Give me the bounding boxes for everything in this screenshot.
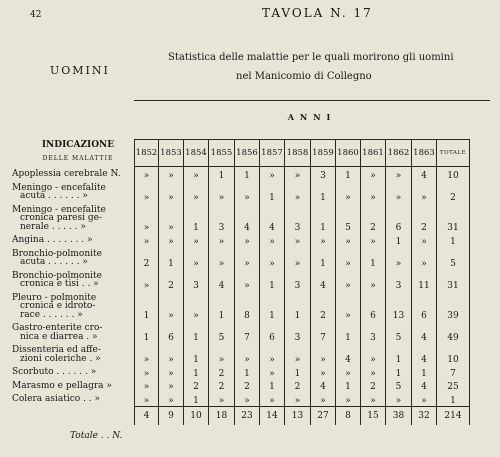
year-column-header: 1853	[159, 140, 184, 167]
table-row	[135, 291, 470, 322]
count-cell: 7	[235, 321, 260, 343]
count-cell: 6	[386, 203, 412, 234]
count-cell: 1	[184, 321, 209, 343]
count-cell: 1	[135, 291, 159, 322]
count-cell: »	[184, 233, 209, 247]
year-column-header: 1857	[260, 140, 285, 167]
row-total-cell: 1	[437, 392, 470, 406]
count-cell: 2	[184, 379, 209, 393]
count-cell: »	[260, 365, 285, 379]
count-cell: »	[159, 291, 184, 322]
count-cell: 13	[386, 291, 412, 322]
count-cell: »	[184, 167, 209, 181]
year-total-cell: 9	[159, 406, 184, 425]
table-row	[135, 365, 470, 379]
count-cell: 5	[386, 379, 412, 393]
count-cell: »	[235, 233, 260, 247]
year-total-cell: 38	[386, 406, 412, 425]
row-total-cell: 31	[437, 269, 470, 291]
count-cell: »	[209, 343, 235, 365]
disease-label-line: Angina . . . . . . . »	[12, 235, 93, 245]
count-cell: »	[361, 181, 386, 203]
count-cell: »	[412, 247, 437, 269]
count-cell: 4	[412, 379, 437, 393]
year-column-header: 1862	[386, 140, 412, 167]
year-total-cell: 15	[361, 406, 386, 425]
count-cell: 1	[311, 181, 336, 203]
count-cell: 1	[260, 269, 285, 291]
count-cell: »	[412, 233, 437, 247]
count-cell: 1	[361, 247, 386, 269]
count-cell: »	[361, 167, 386, 181]
count-cell: 4	[209, 269, 235, 291]
disease-label	[12, 170, 134, 179]
count-cell: »	[361, 392, 386, 406]
count-cell: 3	[311, 167, 336, 181]
count-cell: »	[135, 269, 159, 291]
disease-label-line: Meningo - encefalite	[12, 182, 106, 193]
count-cell: 2	[209, 379, 235, 393]
count-cell: 4	[336, 343, 361, 365]
count-cell: »	[336, 365, 361, 379]
count-cell: »	[336, 291, 361, 322]
table-row	[135, 321, 470, 343]
year-column-header: 1854	[184, 140, 209, 167]
count-cell: »	[135, 365, 159, 379]
disease-label	[12, 250, 134, 267]
table-row	[135, 379, 470, 393]
count-cell: 1	[386, 233, 412, 247]
count-cell: »	[184, 247, 209, 269]
disease-label-line: Bronchio-polmonite	[12, 248, 102, 259]
table-row	[135, 269, 470, 291]
disease-label-line: Gastro-enterite cro-	[12, 323, 103, 333]
disease-label	[12, 272, 134, 289]
disease-label	[12, 368, 134, 377]
year-column-header: 1863	[412, 140, 437, 167]
count-cell: »	[336, 269, 361, 291]
row-total-cell: 2	[437, 181, 470, 203]
count-cell: 1	[184, 365, 209, 379]
count-cell: »	[159, 181, 184, 203]
count-cell: »	[412, 181, 437, 203]
row-total-cell: 49	[437, 321, 470, 343]
count-cell: »	[159, 167, 184, 181]
count-cell: »	[235, 247, 260, 269]
count-cell: »	[386, 247, 412, 269]
year-total-cell: 4	[135, 406, 159, 425]
table-row	[135, 343, 470, 365]
count-cell: 3	[285, 321, 311, 343]
disease-label-line: Meningo - encefalite	[12, 204, 106, 215]
count-cell: »	[285, 247, 311, 269]
count-cell: »	[159, 343, 184, 365]
row-total-cell: 31	[437, 203, 470, 234]
count-cell: »	[135, 343, 159, 365]
count-cell: »	[311, 392, 336, 406]
grand-total-cell: 214	[437, 406, 470, 425]
count-cell: 2	[209, 365, 235, 379]
count-cell: 2	[361, 203, 386, 234]
count-cell: »	[260, 247, 285, 269]
count-cell: 1	[260, 379, 285, 393]
disease-label-line: race . . . . . . »	[20, 309, 83, 320]
count-cell: »	[336, 392, 361, 406]
count-cell: »	[159, 365, 184, 379]
count-cell: 4	[412, 167, 437, 181]
count-cell: 1	[285, 365, 311, 379]
count-cell: »	[135, 379, 159, 393]
count-cell: »	[159, 203, 184, 234]
count-cell: 1	[209, 291, 235, 322]
year-total-cell: 10	[184, 406, 209, 425]
count-cell: 1	[184, 392, 209, 406]
table-row	[135, 392, 470, 406]
count-cell: »	[135, 203, 159, 234]
disease-label-line: Bronchio-polmonite	[12, 270, 102, 281]
count-cell: 3	[285, 269, 311, 291]
disease-label-line: Pleuro - polmonite	[12, 292, 97, 303]
count-cell: 8	[235, 291, 260, 322]
totals-label: Totale . . N.	[70, 431, 123, 441]
count-cell: 2	[159, 269, 184, 291]
year-header-row	[135, 140, 470, 167]
table-top-rule	[134, 100, 490, 101]
table-row	[135, 233, 470, 247]
count-cell: 2	[361, 379, 386, 393]
disease-label	[12, 346, 134, 363]
count-cell: »	[311, 343, 336, 365]
count-cell: »	[159, 233, 184, 247]
table-row	[135, 247, 470, 269]
count-cell: »	[135, 392, 159, 406]
disease-label-line: Dissenteria ed affe-	[12, 345, 101, 355]
count-cell: »	[386, 167, 412, 181]
count-cell: 1	[412, 365, 437, 379]
disease-label-line: Apoplessia cerebrale N.	[12, 169, 121, 179]
count-cell: »	[235, 343, 260, 365]
indication-heading: INDICAZIONE	[41, 140, 115, 150]
count-cell: 1	[311, 247, 336, 269]
table-title-line1: Statistica delle malattie per le quali morirono gli uomini	[168, 52, 454, 63]
count-cell: »	[209, 181, 235, 203]
count-cell: 6	[159, 321, 184, 343]
count-cell: »	[184, 181, 209, 203]
page-number: 42	[30, 10, 42, 20]
count-cell: »	[260, 167, 285, 181]
count-cell: »	[135, 181, 159, 203]
count-cell: 7	[311, 321, 336, 343]
year-column-header: 1859	[311, 140, 336, 167]
count-cell: 1	[386, 343, 412, 365]
count-cell: 3	[209, 203, 235, 234]
disease-label-line: Colera asiatico . . »	[12, 394, 101, 404]
year-column-header: 1861	[361, 140, 386, 167]
row-total-cell: 10	[437, 343, 470, 365]
count-cell: 3	[184, 269, 209, 291]
count-cell: 1	[260, 291, 285, 322]
count-cell: »	[184, 291, 209, 322]
count-cell: »	[311, 365, 336, 379]
count-cell: »	[285, 343, 311, 365]
year-total-cell: 8	[336, 406, 361, 425]
disease-label	[12, 184, 134, 201]
count-cell: 1	[235, 365, 260, 379]
disease-label	[12, 395, 134, 404]
row-total-cell: 7	[437, 365, 470, 379]
year-column-header: 1858	[285, 140, 311, 167]
disease-label-line: cronica e idroto-	[20, 301, 96, 311]
total-column-header: TOTALE	[437, 140, 470, 167]
mortality-table	[134, 139, 470, 425]
count-cell: 4	[311, 269, 336, 291]
count-cell: 5	[336, 203, 361, 234]
disease-label-line: acuta . . . . . . »	[20, 191, 88, 201]
year-total-cell: 13	[285, 406, 311, 425]
year-column-header: 1856	[235, 140, 260, 167]
count-cell: »	[361, 343, 386, 365]
years-heading: ANNI	[287, 112, 337, 122]
count-cell: 2	[311, 291, 336, 322]
disease-label	[12, 294, 134, 320]
count-cell: 1	[184, 343, 209, 365]
disease-label-line: cronica paresi ge-	[20, 213, 102, 223]
year-column-header: 1860	[336, 140, 361, 167]
count-cell: 3	[386, 269, 412, 291]
count-cell: »	[260, 392, 285, 406]
count-cell: »	[361, 269, 386, 291]
plate-title: TAVOLA N. 17	[262, 6, 373, 20]
year-total-cell: 32	[412, 406, 437, 425]
count-cell: 1	[135, 321, 159, 343]
count-cell: »	[336, 181, 361, 203]
count-cell: »	[159, 392, 184, 406]
count-cell: »	[285, 392, 311, 406]
sex-heading: UOMINI	[50, 64, 110, 77]
count-cell: »	[135, 167, 159, 181]
disease-label-line: Scorbuto . . . . . . »	[12, 367, 97, 377]
count-cell: 1	[209, 167, 235, 181]
count-cell: 4	[260, 203, 285, 234]
row-total-cell: 25	[437, 379, 470, 393]
count-cell: 1	[311, 203, 336, 234]
count-cell: 3	[361, 321, 386, 343]
count-cell: »	[386, 392, 412, 406]
count-cell: 6	[260, 321, 285, 343]
disease-label	[12, 324, 134, 341]
year-total-cell: 18	[209, 406, 235, 425]
count-cell: »	[412, 392, 437, 406]
count-cell: »	[209, 233, 235, 247]
count-cell: 1	[159, 247, 184, 269]
count-cell: »	[235, 181, 260, 203]
table-row	[135, 203, 470, 234]
count-cell: »	[260, 233, 285, 247]
count-cell: 2	[235, 379, 260, 393]
table-row	[135, 181, 470, 203]
disease-label-line: cronica e tisi . . »	[20, 279, 99, 289]
count-cell: 11	[412, 269, 437, 291]
count-cell: 2	[285, 379, 311, 393]
count-cell: 1	[285, 291, 311, 322]
count-cell: »	[285, 233, 311, 247]
count-cell: 2	[412, 203, 437, 234]
count-cell: »	[209, 247, 235, 269]
count-cell: »	[235, 392, 260, 406]
row-total-cell: 5	[437, 247, 470, 269]
year-column-header: 1855	[209, 140, 235, 167]
count-cell: 5	[209, 321, 235, 343]
count-cell: 1	[336, 167, 361, 181]
disease-label	[12, 236, 134, 245]
count-cell: 4	[412, 343, 437, 365]
count-cell: 4	[311, 379, 336, 393]
table-row	[135, 167, 470, 181]
disease-label-line: zioni coleriche . »	[20, 353, 101, 364]
row-total-cell: 39	[437, 291, 470, 322]
indication-subheading: DELLE MALATTIE	[42, 155, 114, 162]
count-cell: »	[336, 247, 361, 269]
year-total-cell: 14	[260, 406, 285, 425]
count-cell: »	[336, 233, 361, 247]
disease-label-line: nerale . . . . . »	[20, 221, 86, 232]
count-cell: 1	[386, 365, 412, 379]
count-cell: »	[235, 269, 260, 291]
count-cell: 1	[260, 181, 285, 203]
row-total-cell: 10	[437, 167, 470, 181]
count-cell: »	[159, 379, 184, 393]
disease-label-line: nica e diarrea . »	[20, 331, 98, 342]
count-cell: 3	[285, 203, 311, 234]
count-cell: 2	[135, 247, 159, 269]
count-cell: 5	[386, 321, 412, 343]
count-cell: 6	[412, 291, 437, 322]
count-cell: »	[135, 233, 159, 247]
year-column-header: 1852	[135, 140, 159, 167]
disease-label	[12, 382, 134, 391]
count-cell: 6	[361, 291, 386, 322]
disease-label-line: Marasmo e pellagra »	[12, 380, 112, 391]
table-title-line2: nel Manicomio di Collegno	[236, 71, 372, 82]
count-cell: 4	[235, 203, 260, 234]
count-cell: 1	[336, 321, 361, 343]
count-cell: »	[311, 233, 336, 247]
count-cell: »	[361, 365, 386, 379]
count-cell: 1	[184, 203, 209, 234]
count-cell: »	[260, 343, 285, 365]
count-cell: »	[209, 392, 235, 406]
count-cell: »	[285, 167, 311, 181]
row-total-cell: 1	[437, 233, 470, 247]
count-cell: »	[285, 181, 311, 203]
year-total-cell: 23	[235, 406, 260, 425]
disease-label	[12, 206, 134, 232]
count-cell: 1	[336, 379, 361, 393]
count-cell: 4	[412, 321, 437, 343]
disease-label-line: acuta . . . . . . »	[20, 257, 88, 267]
count-cell: »	[386, 181, 412, 203]
count-cell: »	[361, 233, 386, 247]
count-cell: 1	[235, 167, 260, 181]
totals-row	[135, 406, 470, 425]
year-total-cell: 27	[311, 406, 336, 425]
